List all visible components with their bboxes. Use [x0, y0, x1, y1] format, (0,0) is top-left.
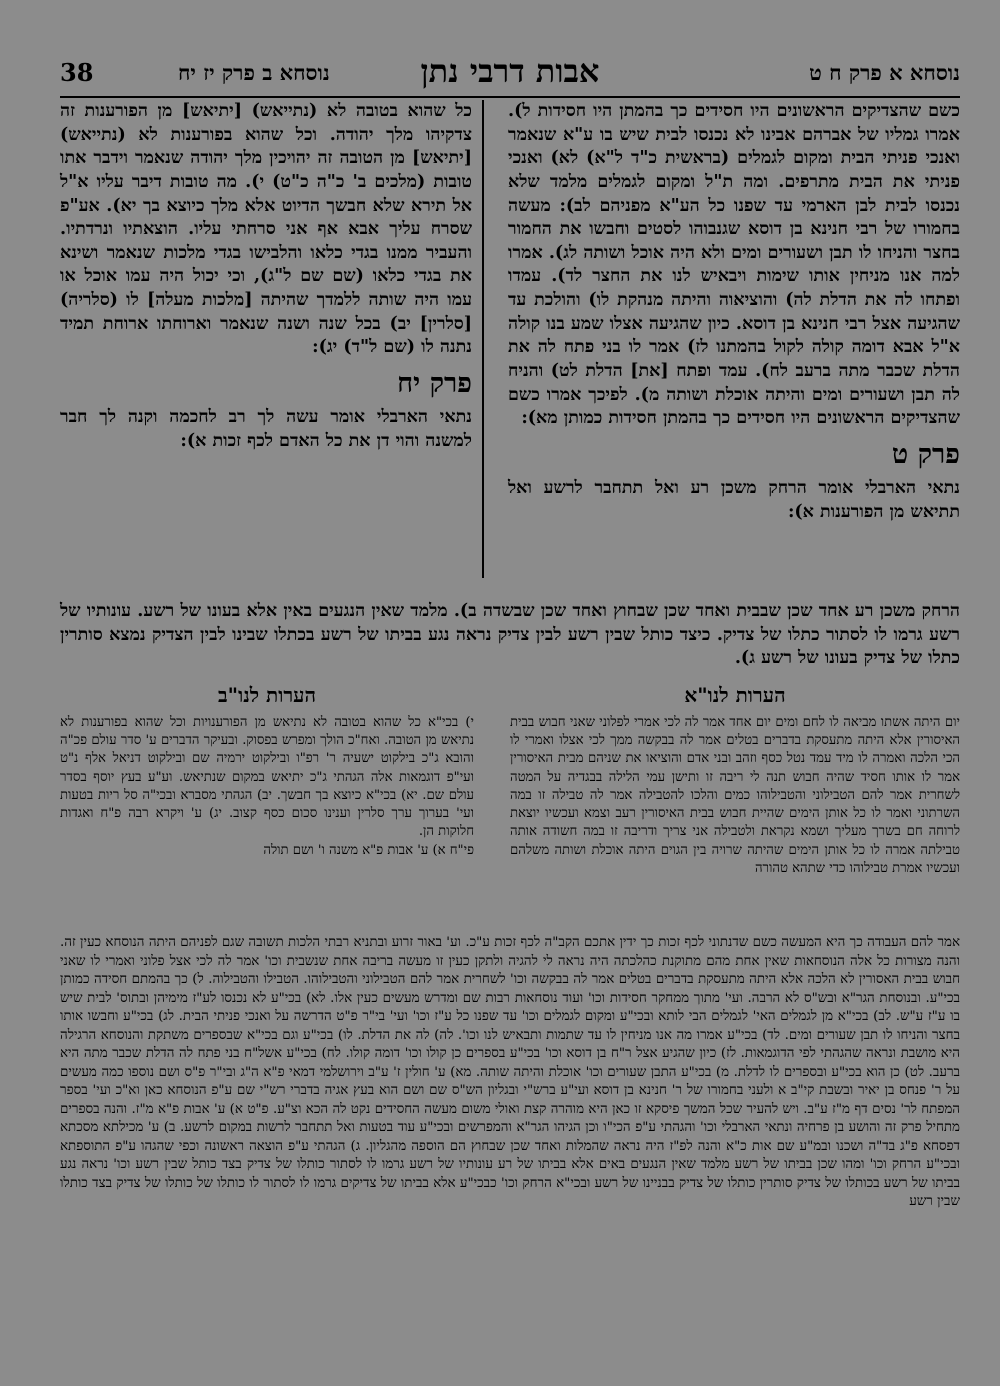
notes-right-title: הערות לנו"א [684, 683, 786, 707]
running-header [60, 52, 960, 92]
header-title: אבות דרבי נתן [420, 52, 600, 90]
column-divider [482, 100, 484, 578]
column-right-text: כשם שהצדיקים הראשונים היו חסידים כך בהמתן היו חסידות ל). אמרו גמליו של אברהם אבינו לא נכנסו לבית שיש בו ע"א שנאמר ואנכי פניתי הבית ומקום לגמלים (בראשית כ"ד ל"א) לא) ואנכי פניתי את הבית מתרפים. ומה ת"ל ומקום לגמלים מלמד שלא נכנסו לבית לבן הארמי עד שפנו כל הע"א מפניהם לב): מעשה בחמורו של רבי חנינא בן דוסא שגנבוהו לסטים וחבשו את החמור בחצר והניחו לו תבן ושעורים ומים ולא היה אוכל ושותה לג). אמרו למה אנו מניחין אותו שימות ויבאיש לנו את החצר לד). עמדו ופתחו לה את הדלת לה) והוציאוה והיתה מנהקת לו) והולכת עד שהגיעה אצל רבי חנינא בן דוסא. כיון שהגיעה אצלו שמע בנו קולה א"ל אבא דומה קולה לקול בהמתנו לז) אמר לו בני פתח לה את הדלת שכבר מתה ברעב לח). עמד ופתח [את] הדלת לט) והניח לה תבן ושעורים ומים והיתה אוכלת ושותה מ). לפיכך אמרו כשם שהצדיקים הראשונים היו חסידים כך בהמתן חסידות כמותן מא): [508, 101, 960, 429]
full-width-text: הרחק משכן רע אחד שכן שבבית ואחד שכן שבחוץ ואחד שכן שבשדה ב). מלמד שאין הנגעים באין אלא בעונו של רשע. עונותיו של רשע גרמו לו לסתור כתלו של צדיק. כיצד כותל שבין רשע לבין צדיק נראה נגע בביתו של רשע בכתלו שבינו לבין הצדיק נמצא סותרין כתלו של צדיק בעונו של רשע ג). [60, 601, 960, 669]
header-rule [60, 96, 960, 98]
column-left-text: כל שהוא בטובה לא (נתייאש) [יתיאש] מן הפורענות זה צדקיהו מלך יהודה. וכל שהוא בפורענות לא (נתייאש) [יתיאש] מן הטובה זה יהויכין מלך יהודה שנאמר וידבר אתו טובות (מלכים ב' כ"ה כ"ט) י). מה טובות דיבר עליו א"ל אל תירא שלא חבשך הדיוט אלא מלך כיוצא בך יא). אע"פ שסרח עליך אבא אף אני סרחתי עליו. הוצאתיו ונרדתיו. והעביר ממנו בגדי כלאו והלבישו בגדי מלכות שנאמר ושינא את בגדי כלאו (שם שם ל"ג), וכי יכול היה עמו אוכל או עמו היה שותה ללמדך שהיתה [מלכות מעלה] לו (סלריה) [סלרין] יב) בכל שנה ושנה שנאמר וארוחתו ארוחת תמיד נתנה לו (שם ל"ד) יג): [60, 101, 472, 358]
notes-left-text: י) בכי"א כל שהוא בטובה לא נתיאש מן הפורענויות וכל שהוא בפורענות לא נתיאש מן הטובה. ואח"כ הולך ומפרש בפסוק. ובעיקר הדברים ע' סדר עולם פכ"ה והובא ג"כ בילקוט ישעיה ר' רפ"ו ובילקוט ירמיה שם ובילקוט דניאל אלף נ"ט ועי"פ דוגמאות אלה הגהתי ג"כ יתיאש במקום שנתיאש. וע"ע בעץ יוסף בסדר עולם שם. יא) בכי"א כיוצא בך חבשך. יב) הגהתי מסברא ובכי"ה סל ריות בטעות ועי' בערוך ערך סלרין וענינו סכום כסף קצוב. יג) ע' ויקרא רבה פ"ח ואגדות חלוקות הן. [60, 715, 474, 840]
column-left [60, 100, 472, 454]
chapter-title-9: פרק ט [891, 438, 960, 470]
notes-right-text: יום היתה אשתו מביאה לו לחם ומים יום אחד אמר לה לכי אמרי לפלוני שאני חבוש בבית האיסורין אלא היתה מתעסקת בדברים בטלים אמר לה בבקשה ממך לכי אצלו ואמרי לו הכי הלכה ואמרה לו מיד עמד נטל כסף וזהב ובני אדם והוציאו את שניהם מבית האיסורין אמר לו אותו חסיד שהיה חבוש תנה לי ריבה זו ותישן עמי הלילה בבגדיה על המטה לשחרית אמר להם הטבילוני והטבילוהו כמים והלכו להטבילה אמר לה טבילה זו במה השרתוני ואמר לו כל אותן הימים שהיית חבוש בבית האיסורין רעב וצמא ועכשיו יוצאת לרוחה חם בשרך מעליך ושמא נקראת ולטבילה אני צריך ודריבה זו במה חשודה אותה טבילתה אמרה לו כל אותן הימים שהיתה שרויה בין הגוים היתה אוכלת ושותה משלהם ועכשיו אמרת טבילוהו כדי שתהא טהורה [510, 715, 960, 876]
notes-right [510, 683, 960, 878]
chapter-title-18: פרק יח [397, 367, 472, 399]
notes-left-title: הערות לנו"ב [218, 683, 316, 707]
page-number: 38 [60, 58, 94, 87]
footnotes-block: אמר להם העבודה כך היא המעשה כשם שדנתוני לכף זכות כך ידין אתכם הקב"ה לכף זכות ע"כ. וע' באור זרוע ובתניא רבתי הלכות תשובה שגם לפניהם היתה הנוסחא כעין זה. והנה מצורות כל אלה הנוסחאות שאין אחת מהם מתוקנת כהלכתה היה נראה לי להגיה ולתקן כעין זו מעשה בריבה אחת שנשבית וכו' אמר לה לכי אצל פלוני ואמרי לו שאני חבוש בבית האסורין לא הלכה אלא היתה מתעסקת בדברים בטלים אמר לה בבקשה וכו' לשחרית אמר להם הטבילוני והטבילוהו. הטבילו והטבילוה. ל) כך בהמתם חסידה כמותן בכי"ע. ובנוסחת הגר"א ובש"ס לא הרבה. ועי' מתוך ממחקר חסידות וכו' ועוד נוסחאות רבות שם ומדרש מעשים כעין אלו. לא) בכי"ע לא נכנסו לע"ז מימיהן ובתוס' לבית שיש בו ע"ז ע"ש. לב) בכי"א מן לגמלים האי' לגמלים הבי לותא ובכי"ע ומקום לגמלים וכו' עד שפנו כל ע"ז וכו' ועי' בי"ר פ"ט הדרשה על ואנכי פניתי הבית. לג) בכי"ע וחבשו אותו בחצר והניחו לו תבן שעורים ומים. לד) בכי"ע אמרו מה אנו מניחין לו עד שתמות ותבאיש לנו וכו'. לה) לה את הדלת. לו) בכי"ע וגם בכי"א שבספרים משתקת והנוסחא הרגילה היא מושבת ונראה שהגהתי לפי הדוגמאות. לז) כיון שהגיע אצל ר"ח בן דוסא וכו' בכי"ע בספרים כן קולו וכו' דומה קולו. לח) בכי"ע אשל"ח בני פתח לה הדלת שכבר מתה היא ברעב. לט) כן הוא בכי"ע ובספרים לו לדלת. מ) בכי"ע התבן שעורים וכו' אוכלת והיתה שותה. מא) ע' חולין ז' ע"ב וירושלמי דמאי פ"א ה"ג ובי"ר פ"ס ושם נוספו כמה מעשים על ר' פנחס בן יאיר ובשבת קי"ב א ולעני בחמורו של ר' חנינא בן דוסא ועי"ע ברש"י ובגליון הש"ס שם ושם הוא בעץ אגיה בדברי רש"י שם ע"פ הנוסחא כאן וא"כ ועי' בספר המפתח לר' נסים דף מ"ז ע"ב. ויש להעיר שכל המשך פיסקא זו כאן היא מוהרה קצת ואולי משום מעשה החסידים נקט לה הכא וצ"ע. פ"ט א) ע' אבות פ"א מ"ז. והנה בספרים מתחיל פרק זה והושע בן פרחיה ונתאי הארבלי וכו' והגהתי ע"פ הכי"ו וכן הגיהו הגר"א והמפרשים ובכי"ע עוד בטעות ואל תתחבר לרשות במקום לרשע. ב) ע' מכילתא מסכתא דפסחא פ"ג בד"ה ושכנו ובמ"ע שם אות כ"א והנה לפ"ז היה נראה שהמלות ואחד שכן שבחוץ הם הוספה מהגליון. ג) הגהתי ע"פ הוצאה ראשונה וכפי שהגהו ע"פ התוספתא ובכי"ע הרחק וכו' ומהו שכן בביתו של רשע מלמד שאין הנגעים באים אלא בביתו של רע עונותיו של רשע גרמו לו לסתור כותלו של צדיק בצד כותל שבין רשע וכו' נראה נגע בביתו של רשע בכותלו של צדיק סותרין כותלו של צדיק בבניינו של רשע ובכי"א הרחק וכו' כבכי"ע אלא בביתו של צדיקים גרמו לו לסתור לו כותלו של כותלו של צדיק בצד כותלו שבין רשע [60, 935, 961, 1209]
chapter-18-mishnah: נתאי הארבלי אומר עשה לך רב לחכמה וקנה לך חבר למשנה והוי דן את כל האדם לכף זכות א): [60, 407, 472, 451]
notes-left-sub: פי"ח א) ע' אבות פ"א משנה ו' ושם תולה [263, 842, 474, 858]
header-right-ref: נוסחא א פרק ח ט [809, 60, 960, 85]
notes-left [60, 683, 474, 860]
column-right [508, 100, 960, 524]
chapter-9-mishnah: נתאי הארבלי אומר הרחק משכן רע ואל תתחבר לרשע ואל תתיאש מן הפורענות א): [508, 478, 960, 522]
header-left-ref: נוסחא ב פרק יז יח [178, 60, 330, 85]
